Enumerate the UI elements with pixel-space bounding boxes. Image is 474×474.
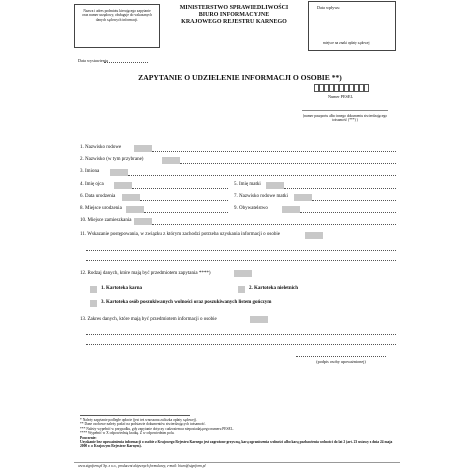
data-scope-line-2[interactable] [86,344,396,345]
received-date-label: Data wpływu [317,5,340,10]
sender-stamp-text: Nazwa i adres podmiotu kierującego zapytanie oraz numer urzędowy, obsługuje do wskazanych danych sądowych informacji. [82,9,152,22]
sender-stamp-box [74,4,160,48]
criminal-record-checkbox[interactable] [90,286,97,293]
footnote-2: ** Dane osobowe należy podać na podstawie dokumentów stwierdzających tożsamość. [80,422,206,427]
pesel-field[interactable] [314,84,369,92]
first-names-input[interactable] [110,169,128,176]
pouczenie-heading: Pouczenie: [80,435,97,440]
birth-date-input[interactable] [122,194,140,201]
header-line-3: KRAJOWEGO REJESTRU KARNEGO [181,18,287,25]
birth-date-label: 6. Data urodzenia [80,194,116,199]
first-names-label: 3. Imiona [80,169,100,174]
ministry-header [168,5,300,25]
signature-line[interactable] [296,356,386,357]
fee-stamp-label: miejsce na znaki opłaty sądowej [323,41,370,45]
data-scope-label: 13. Zakres danych, które mają być przedmiotem informacji o osobie [80,317,217,322]
surname-line [180,163,396,164]
citizenship-line [300,212,396,213]
proceedings-input[interactable] [305,232,323,239]
birth-place-line [144,212,228,213]
issue-date-field[interactable] [104,62,148,63]
citizenship-input[interactable] [282,206,300,213]
data-scope-line-1[interactable] [86,334,396,335]
birth-place-label: 8. Miejsce urodzenia [80,206,122,211]
residence-line [152,224,396,225]
birth-date-line [140,200,228,201]
signature-label: (podpis osoby upoważnionej) [316,359,366,364]
proceedings-line-1[interactable] [86,250,396,251]
mother-surname-input[interactable] [294,194,312,201]
form-title: ZAPYTANIE O UDZIELENIE INFORMACJI O OSOBIE **) [138,73,342,82]
footnote-4: **** Wypełnić w X odpowiednią kratkę. Z w odpowiednim polu. [80,431,175,436]
surname-birth-input[interactable] [134,145,152,152]
received-box [308,1,396,51]
surname-label: 2. Nazwisko (w tym przybrane) [80,157,144,162]
footnote-1: * Należy zapytanie podległe opłacie (jest też wnoszona zaliczka opłaty sądowej). [80,418,197,422]
pouczenie-text: Uzyskanie bez upoważnienia informacji o osobie z Krajowego Rejestru Karnego jest zagrożone grzywną, karą ograniczenia wolności albo karą pozbawienia wolności do lat 2 (art. 23 ustawy z dnia 24 maja 2000 r. o Krajowym Rejestrze Karnym). [80,440,393,449]
footnote-3: *** Należy wypełnić w przypadku, gdy zapytanie dotyczy cudzoziemca nieposiadającego numeru PESEL. [80,426,234,431]
footnotes [80,418,396,449]
pesel-label: Numer PESEL [328,94,354,99]
father-name-label: 4. Imię ojca [80,182,104,187]
wanted-record-label: 3. Kartoteka osób poszukiwanych wolności oraz poszukiwanych listem gończym [101,300,272,305]
mother-surname-line [312,200,396,201]
proceedings-label: 11. Wskazanie postępowania, w związku z którym zachodzi potrzeba uzyskania informacji o osobie [80,232,280,237]
proceedings-line-2[interactable] [86,260,396,261]
residence-label: 10. Miejsce zamieszkania [80,218,132,223]
header-line-1: MINISTERSTWO SPRAWIEDLIWOŚCI [179,5,289,11]
juvenile-record-label: 2. Kartoteka nieletnich [249,286,299,291]
surname-birth-label: 1. Nazwisko rodowe [80,145,122,150]
mother-name-input[interactable] [266,182,284,189]
father-name-input[interactable] [114,182,132,189]
footnote-rule [80,415,190,416]
issue-date-label: Data wystawienia [78,58,108,63]
id-document-label: (numer paszportu albo innego dokumentu stwierdzającego tożsamość (***) ) [302,114,388,123]
juvenile-record-checkbox[interactable] [238,286,245,293]
data-type-label: 12. Rodzaj danych, które mają być przedmiotem zapytania ****) [80,271,211,276]
footer-rule [74,462,400,463]
data-type-input[interactable] [234,270,252,277]
surname-birth-line [152,151,396,152]
mother-surname-label: 7. Nazwisko rodowe matki [234,194,288,199]
criminal-record-label: 1. Kartoteka karna [101,286,142,291]
mother-name-line [284,188,396,189]
footer-text: www.signform.pl Sp. z o.o., producent aktywnych formularzy, e-mail: biuro@signform.pl [78,464,206,468]
mother-name-label: 5. Imię matki [234,182,261,187]
first-names-line [128,175,396,176]
father-name-line [132,188,228,189]
id-document-field[interactable] [302,110,388,111]
citizenship-label: 9. Obywatelstwo [234,206,268,211]
header-line-2: BIURO INFORMACYJNE [198,11,270,18]
residence-input[interactable] [134,218,152,225]
birth-place-input[interactable] [126,206,144,213]
data-scope-input[interactable] [250,316,268,323]
wanted-record-checkbox[interactable] [90,300,97,307]
pesel-digit-cell[interactable] [364,84,369,92]
surname-input[interactable] [162,157,180,164]
